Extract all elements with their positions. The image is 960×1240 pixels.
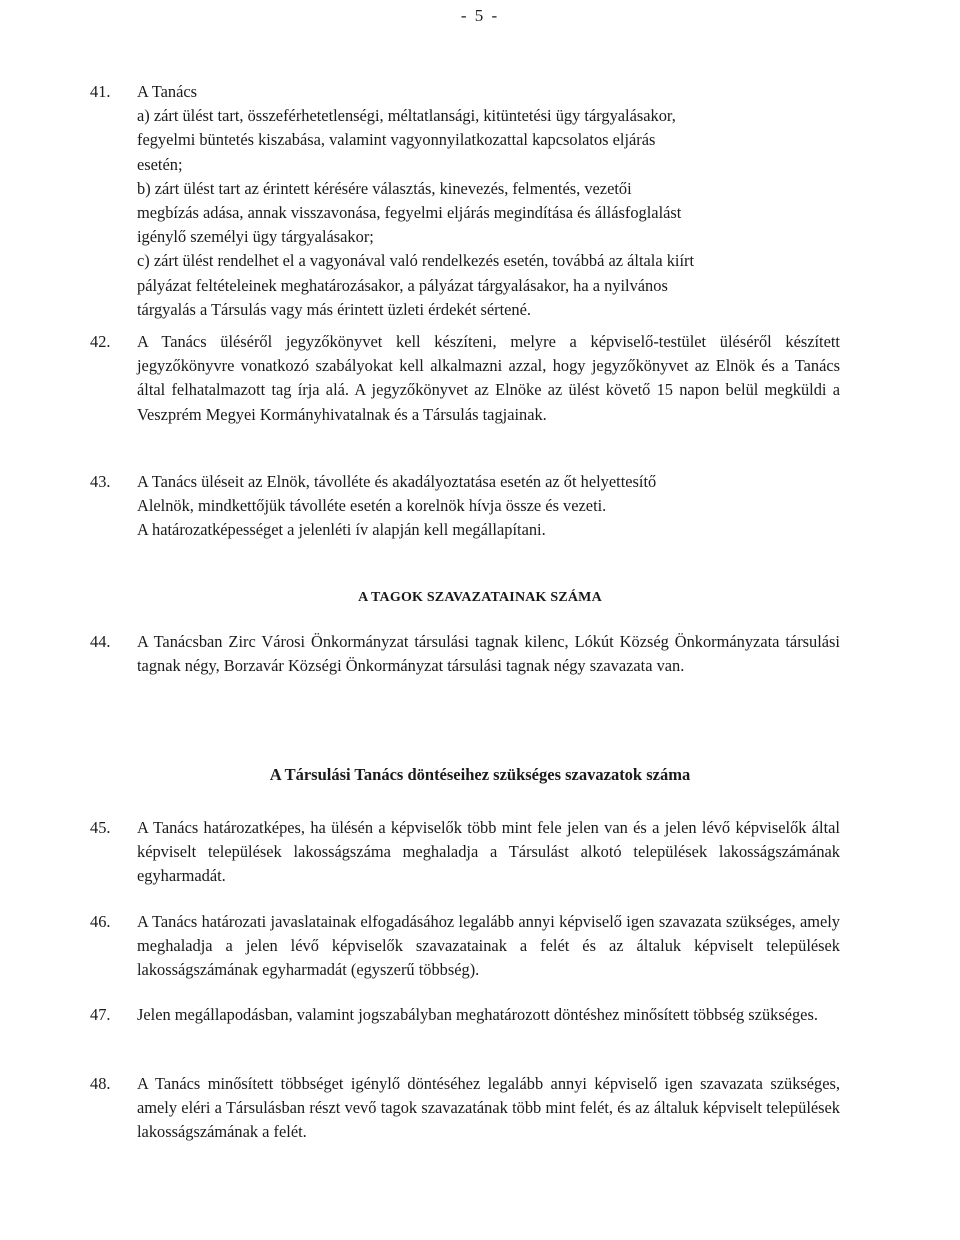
paragraph-number: 43. <box>90 472 111 491</box>
paragraph-line: c) zárt ülést rendelhet el a vagyonával való rendelkezés esetén, továbbá az általa kiírt <box>137 251 695 271</box>
paragraph-number: 42. <box>90 332 111 351</box>
paragraph-number: 47. <box>90 1005 111 1024</box>
paragraph-body: A Tanács minősített többséget igénylő döntéséhez legalább annyi képviselő igen szavazata szükséges, amely eléri a Társulásban részt vevő tagok szavazatának több mint felét, és az általuk képviselt települések lakosságszámának a felét. <box>137 1074 840 1142</box>
paragraph-line: esetén; <box>137 154 183 174</box>
paragraph-line: tárgyalás a Társulás vagy más érintett üzleti érdekét sértené. <box>137 299 531 319</box>
paragraph-43 <box>90 470 840 543</box>
paragraph-line: A Tanács <box>137 82 197 101</box>
paragraph-body: A Tanács üléséről jegyzőkönyvet kell készíteni, melyre a képviselő-testület üléséről készített jegyzőkönyvre vonatkozó szabályokat kell alkalmazni azzal, hogy jegyzőkönyvet az Elnök és a Tanács által felhatalmazott tag írja alá. A jegyzőkönyvet az Elnöke az ülést követő 15 napon belül megküldi a Veszprém Megyei Kormányhivatalnak és a Társulás tagjainak. <box>137 332 840 424</box>
paragraph-48 <box>90 1072 840 1145</box>
paragraph-line: A Tanács üléseit az Elnök, távolléte és akadályoztatása esetén az őt helyettesítő <box>137 472 657 491</box>
paragraph-line: a) zárt ülést tart, összeférhetetlenségi, méltatlansági, kitüntetési ügy tárgyalásakor, <box>137 106 676 126</box>
paragraph-body: A Tanács határozati javaslatainak elfogadásához legalább annyi képviselő igen szavazata szükséges, amely meghaladja a jelen lévő képviselők szavazatainak a felét és az általuk képviselt települések lakosságszámának egyharmadát (egyszerű többség). <box>137 912 840 980</box>
paragraph-number: 45. <box>90 818 111 837</box>
paragraph-42 <box>90 330 840 427</box>
paragraph-line: pályázat feltételeinek meghatározásakor, a pályázat tárgyalásakor, ha a nyilvános <box>137 275 668 295</box>
paragraph-41 <box>90 80 840 322</box>
paragraph-line: A határozatképességet a jelenléti ív alapján kell megállapítani. <box>137 520 546 540</box>
section-heading-decisions: A Társulási Tanács döntéseihez szükséges szavazatok száma <box>269 765 691 784</box>
section-heading-votes: A TAGOK SZAVAZATAINAK SZÁMA <box>358 590 602 605</box>
paragraph-line: megbízás adása, annak visszavonása, fegyelmi eljárás megindítása és állásfoglalást <box>137 203 682 223</box>
paragraph-body: Jelen megállapodásban, valamint jogszabályban meghatározott döntéshez minősített többség szükséges. <box>137 1005 818 1024</box>
paragraph-number: 46. <box>90 912 111 931</box>
paragraph-number: 48. <box>90 1074 111 1093</box>
paragraph-body: A Tanácsban Zirc Városi Önkormányzat társulási tagnak kilenc, Lókút Község Önkormányzata társulási tagnak négy, Borzavár Községi Önkormányzat társulási tagnak négy szavazata van. <box>137 632 840 676</box>
paragraph-line: Alelnök, mindkettőjük távolléte esetén a korelnök hívja össze és vezeti. <box>137 496 607 516</box>
paragraph-44 <box>90 630 840 678</box>
paragraph-body: A Tanács határozatképes, ha ülésén a képviselők több mint fele jelen van és a jelen lévő képviselők által képviselt települések lakosságszáma meghaladja a Társulást alkotó települések lakosságszámának egyharmadát. <box>137 818 840 886</box>
paragraph-line: igénylő személyi ügy tárgyalásakor; <box>137 227 374 247</box>
paragraph-line: fegyelmi büntetés kiszabása, valamint vagyonnyilatkozattal kapcsolatos eljárás <box>137 130 656 150</box>
page-number: - 5 - <box>460 6 500 25</box>
paragraph-body <box>137 80 840 322</box>
paragraph-number: 44. <box>90 632 111 651</box>
paragraph-46 <box>90 910 840 983</box>
paragraph-body <box>137 470 840 543</box>
paragraph-45 <box>90 816 840 889</box>
paragraph-47 <box>90 1003 840 1027</box>
paragraph-line: b) zárt ülést tart az érintett kérésére választás, kinevezés, felmentés, vezetői <box>137 178 632 198</box>
paragraph-number: 41. <box>90 82 111 101</box>
